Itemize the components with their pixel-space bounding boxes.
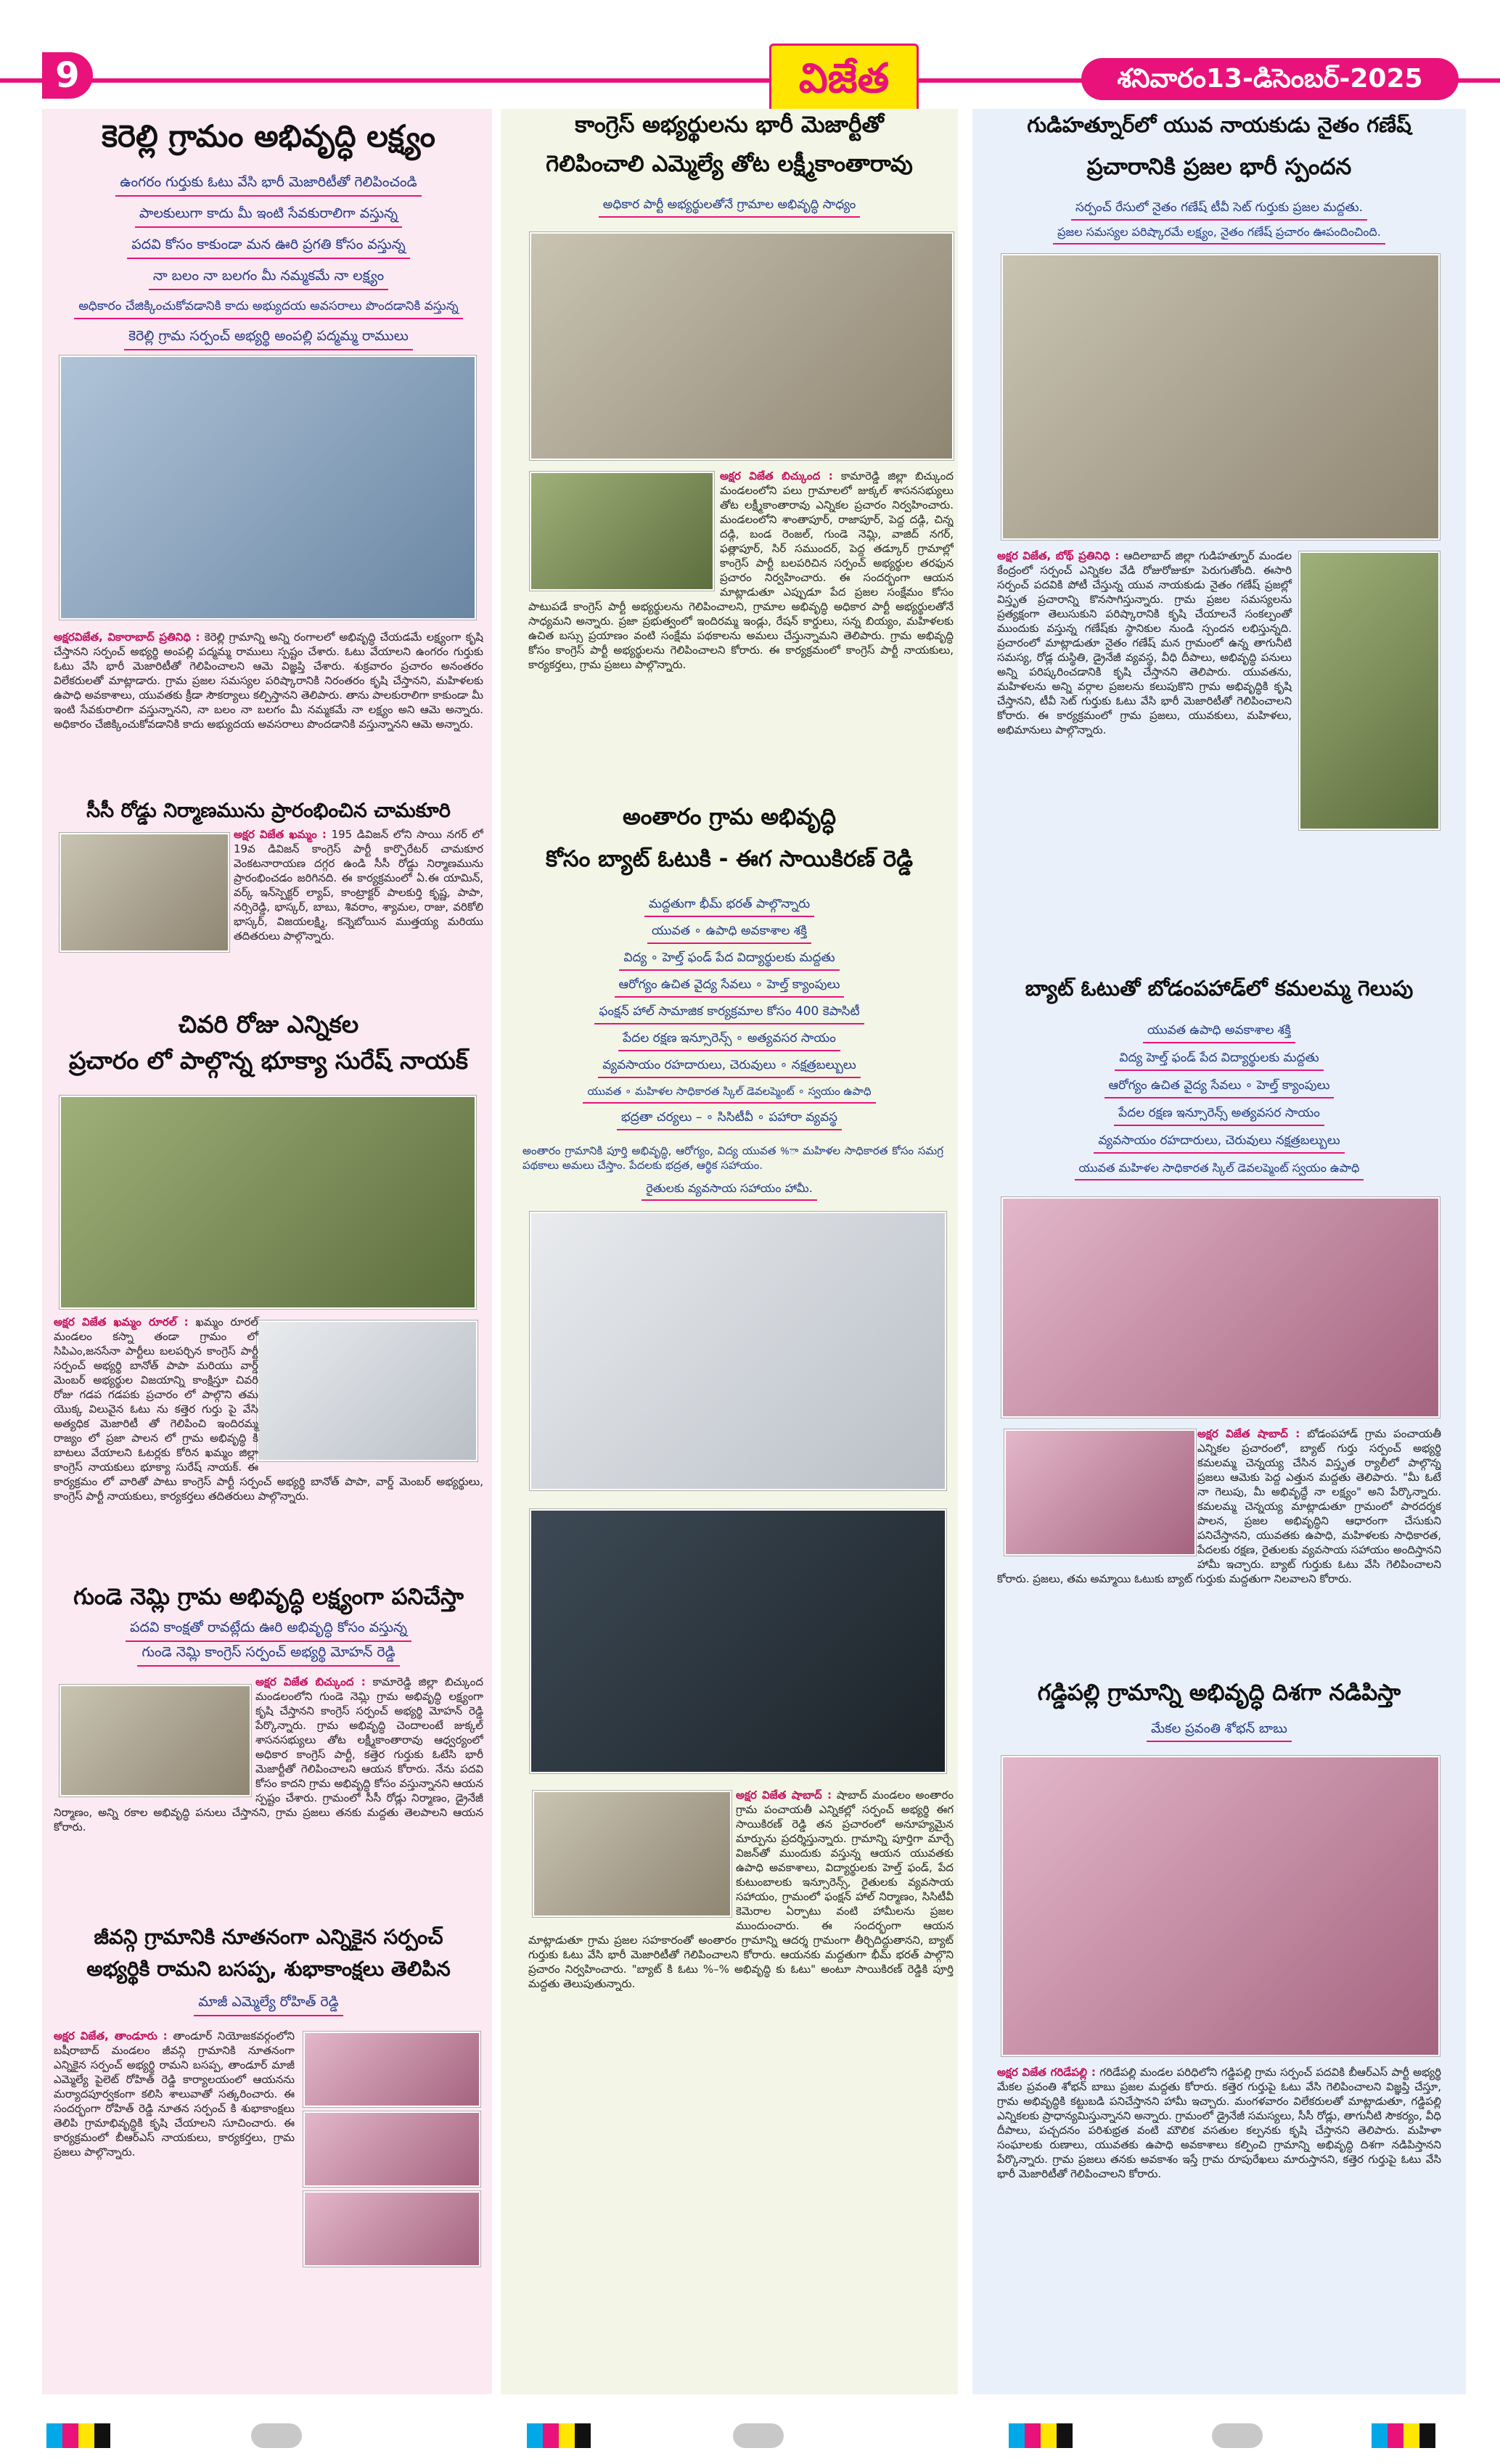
c1-a2-headline: సీసీ రోడ్డు నిర్మాణమును ప్రారంభించిన చామకూరి — [86, 800, 451, 822]
c2-a1-body: అక్షర విజేత బిచ్కుంద : కామారెడ్డి జిల్లా బిచ్కుంద మండలంలోని పలు గ్రామాలలో జుక్కల్ శాసనసభ్యులు తోట లక్ష్మీకాంతారావు ఎన్నికల ప్రచారం నిర్వహించారు. మండలంలోని శాంతాపూర్, రాజాపూర్, పెద్ద దడ్గి, చిన్న దడ్గి, బండ రెంజల్, గుండె నెమ్లి, వాజిద్ నగర్, ఫత్లాపూర్, సిర్ సముందర్, పెద్ద తడ్కూర్ గ్రామాల్లో కాంగ్రెస్ పార్టీ బలపరిచిన సర్పంచ్ అభ్యర్థుల తరఫున ప్రచారం నిర్వహించారు. ఈ సందర్భంగా ఆయన మాట్లాడుతూ ఎప్పుడూ పేద ప్రజల సంక్షేమం కోసం పాటుపడే కాంగ్రెస్ పార్టీ అభ్యర్థులను గెలిపించాలని, గ్రామాల అభివృద్ధి అధికార పార్టీ అభ్యర్థులతోనే సాధ్యమని అన్నారు. ప్రజా ప్రభుత్వంలో ఇందిరమ్మ ఇండ్లు, రేషన్ కార్డులు, సన్న బియ్యం, మహిళలకు ఉచిత బస్సు ప్రయాణం వంటి సంక్షేమ పథకాలను అమలు చేస్తున్నామని తెలిపారు. గ్రామ అభివృద్ధి కోసం కాంగ్రెస్ పార్టీ అభ్యర్థులను గెలిపించాలని కోరారు. ఈ కార్యక్రమంలో కాంగ్రెస్ పార్టీ నాయకులు, కార్యకర్తలు, గ్రామ ప్రజలు పాల్గొన్నారు. — [528, 469, 954, 671]
c2-a1-sub: అధికార పార్టీ అభ్యర్థులతోనే గ్రామాల అభివృద్ధి సాధ్యం — [508, 197, 951, 218]
c1-a1-sub-3: పదవి కోసం కాకుండా మన ఊరి ప్రగతి కోసం వస్తున్న — [51, 237, 486, 259]
c1-a1-sub-5: అధికారం చేజిక్కించుకోవడానికి కాదు అభ్యుదయ అవసరాలు పొందడానికి వస్తున్న — [51, 299, 486, 319]
c3-a3-body: అక్షర విజేత గరిడేపల్లి : గరిడేపల్లి మండల పరిధిలోని గడ్డిపల్లి గ్రామ సర్పంచ్ పదవికి బీఆర్ఎస్ పార్టీ అభ్యర్థి మేకల ప్రవంతి శోభన్ బాబు ప్రజల మద్దతు కోరారు. కత్తెర గుర్తుపై ఓటు వేసి గెలిపించాలని విజ్ఞప్తి చేస్తూ, గ్రామ అభివృద్ధికి కట్టుబడి పనిచేస్తానని హామీ ఇచ్చారు. మంగళవారం విలేకరులతో మాట్లాడుతూ, గడ్డిపల్లి ఎన్నికలకు ప్రాధాన్యమిస్తున్నానని అన్నారు. గ్రామంలో డ్రైనేజీ సమస్యలు, సీసీ రోడ్లు, తాగునీటి సౌకర్యం, వీధి దీపాలు, పచ్చదనం పరిశుభ్రత వంటి మౌలిక వసతుల కల్పనకు కృషి చేస్తానని తెలిపారు. మహిళా సంఘాలకు రుణాలు, యువతకు ఉపాధి అవకాశాలు కల్పించి గ్రామాన్ని అభివృద్ధి దిశగా నడిపిస్తానని పేర్కొన్నారు. గ్రామ ప్రజలు తనకు అవకాశం ఇస్తే గ్రామ రూపురేఖలు మారుస్తానని, కత్తెర గుర్తుపై ఓటు వేసి భారీ మెజారిటీతో గెలిపించాలని కోరారు. — [997, 2066, 1441, 2180]
c1-a1-sub-6: కెరెల్లి గ్రామ సర్పంచ్ అభ్యర్థి అంపల్లి పద్మమ్మ రాములు — [51, 328, 486, 350]
c2-a2-sub-9: భద్రతా చర్యలు – ∘ సిసిటీవీ ∘ పహారా వ్యవస్థ — [522, 1110, 936, 1130]
date-bar: శనివారం13-డిసెంబర్-2025 — [1081, 58, 1459, 100]
c1-a1-sub-4: నా బలం నా బలగం మీ నమ్మకమే నా లక్ష్యం — [51, 268, 486, 290]
c3-a2-sub-3: ఆరోగ్యం ఉచిత వైద్య సేవలు ∘ హెల్త్ క్యాంపులు — [994, 1078, 1444, 1098]
c2-a2-headline-2: కోసం బ్యాట్ ఓటుకి - ఈగ సాయికిరణ్ రెడ్డి — [545, 846, 914, 872]
c3-a2-subheads — [994, 1023, 1444, 1180]
c2-a2-sub-4: ఆరోగ్యం ఉచిత వైద్య సేవలు ∘ హెల్త్ క్యాంపులు — [522, 977, 936, 998]
c1-a5-sub: మాజీ ఎమ్మెల్యే రోహిత్ రెడ్డి — [51, 1994, 486, 2016]
c2-a2-headline-1: అంతారం గ్రామ అభివృద్ధి — [622, 804, 837, 830]
c3-a3-headline: గడ్డిపల్లి గ్రామాన్ని అభివృద్ధి దిశగా నడిపిస్తా — [1037, 1680, 1401, 1706]
c3-a2-sub-2: విద్య హెల్త్ ఫండ్ పేద విద్యార్థులకు మద్దతు — [994, 1051, 1444, 1071]
c1-a4-sub-2: గుండె నెమ్లి కాంగ్రెస్ సర్పంచ్ అభ్యర్థి మోహన్ రెడ్డి — [51, 1644, 486, 1667]
c2-a1-headline-2: గెలిపించాలి ఎమ్మెల్యే తోట లక్ష్మీకాంతారావు — [546, 151, 913, 177]
c2-a2-tagline-2: రైతులకు వ్యవసాయ సహాయం హామీ. — [508, 1181, 951, 1201]
page-number: 9 — [42, 52, 93, 99]
c2-a2-sub-7: వ్యవసాయం రహదారులు, చెరువులు ∘ నక్షత్రబల్బులు — [522, 1058, 936, 1078]
c1-a3-body: అక్షర విజేత ఖమ్మం రూరల్ : ఖమ్మం రూరల్ మండలం కస్నా తండా గ్రామం లో సిపిఎం,జనసేనా పార్టీలు బలపర్చిన కాంగ్రెస్ పార్టీ సర్పంచ్ అభ్యర్థి బానోత్ పాపా మరియు వార్డ్ మెంబర్ అభ్యర్థుల విజయాన్ని కాంక్షిస్తూ చివరి రోజు గడప గడపకు ప్రచారం లో పాల్గొని తమ యొక్క విలువైన ఓటు ను కత్తెర గుర్తు పై వేసి అత్యధిక మెజారిటీ తో గెలిపించి ఇందిరమ్మ రాజ్యం లో ప్రజా పాలన లో గ్రామ అభివృద్ధి కి బాటలు వేయాలని ఓటర్లకు కోరిన ఖమ్మం జిల్లా కాంగ్రెస్ నాయకులు భూక్యా సురేష్ నాయక్. ఈ కార్యక్రమం లో వారితో పాటు కాంగ్రెస్ పార్టీ సర్పంచ్ అభ్యర్థి బానోత్ పాపా, వార్డ్ మెంబర్ అభ్యర్థులు, కాంగ్రెస్ పార్టీ నాయకులు, కార్యకర్తలు తదితరులు పాల్గొన్నారు. — [54, 1315, 483, 1503]
c2-a2-sub-2: యువత ∘ ఉపాధి అవకాశాల శక్తి — [522, 924, 936, 944]
c3-a2-headline: బ్యాట్ ఓటుతో బోడంపహాడ్‌లో కమలమ్మ గెలుపు — [1025, 976, 1414, 1001]
c2-a2-sub-8: యువత ∘ మహిళల సాధికారత స్కిల్ డెవలప్మెంట్ ∘ స్వయం ఉపాధి — [522, 1085, 936, 1104]
registration-marks-2 — [527, 2423, 591, 2448]
c2-a2-tagline: అంతారం గ్రామానికి పూర్తి అభివృద్ధి, ఆరోగ్యం, విద్య యువత %ా మహిళల సాధికారత కోసం సమగ్ర పథకాలు అమలు చేస్తాం. పేదలకు భద్రత, ఆర్థిక సహాయం. — [522, 1144, 943, 1172]
c1-a2-body: అక్షర విజేత ఖమ్మం : 195 డివిజన్ లోని సాయి నగర్ లో 19వ డివిజన్ కాంగ్రెస్ పార్టీ కార్పొరేటర్ చామకూర వెంకటనారాయణ దగ్గర ఉండి సీసీ రోడ్డు నిర్మాణమును ప్రారంభించడం జరిగినది. ఈ కార్యక్రమంలో ఏ.ఈ యామిన్, వర్క్ ఇన్‌స్పెక్టర్ ల్యాప్, కాంట్రాక్టర్ పాలకుర్తి కృష్ణ, పాపా, నర్సిరెడ్డి, భాస్కర్, బాబు, శివరాం, శ్యామల, రాజు, వరికోలి భాస్కర్, విజయలక్ష్మి, కన్నెబోయిన ముత్తయ్య మరియు తదితరులు పాల్గొన్నారు. — [234, 828, 483, 943]
c1-a3-headline-2: ప్రచారం లో పాల్గొన్న భూక్యా సురేష్ నాయక్ — [68, 1046, 469, 1075]
registration-marks-1 — [46, 2423, 110, 2448]
c1-a1-photo — [60, 356, 476, 620]
c3-a1-headline-2: ప్రచారానికి ప్రజల భారీ స్పందన — [1086, 154, 1352, 180]
c2-a2-sub-3: విద్య ∘ హెల్త్ ఫండ్ పేద విద్యార్థులకు మద్దతు — [522, 950, 936, 971]
c1-a3-headline-1: చివరి రోజు ఎన్నికల — [178, 1010, 359, 1038]
c2-a2-photo-1 — [530, 1212, 946, 1490]
c1-a1-headline: కెరెల్లి గ్రామం అభివృద్ధి లక్ష్యం — [102, 118, 435, 154]
c3-a1-sub-2: ప్రజల సమస్యల పరిష్కారమే లక్ష్యం, నైతం గణేష్ ప్రచారం ఊపందించింది. — [980, 225, 1459, 245]
c3-a3-photo — [1001, 1756, 1440, 2056]
c3-a3-sub: మేకల ప్రవంతి శోభన్ బాబు — [980, 1721, 1459, 1742]
c2-a2-subheads — [522, 897, 936, 1130]
c1-a5-photo-2 — [303, 2111, 480, 2187]
c2-a2-sub-6: పేదల రక్షణ ఇన్సూరెన్స్ ∘ అత్యవసర సాయం — [522, 1031, 936, 1051]
masthead-logo: విజేత — [769, 44, 919, 113]
c1-a5-headline-1: జీవన్గి గ్రామానికి నూతనంగా ఎన్నికైన సర్పంచ్ — [94, 1925, 443, 1949]
c2-a2-photo-2 — [530, 1509, 946, 1773]
c3-a1-headline-1: గుడిహత్నూర్‌లో యువ నాయకుడు నైతం గణేష్ — [1027, 112, 1411, 137]
c2-a1-photo-1 — [530, 232, 954, 460]
registration-marks-3 — [1009, 2423, 1073, 2448]
c2-a2-sub-5: ఫంక్షన్ హాల్ సామాజిక కార్యక్రమాల కోసం 400 కెపాసిటీ — [522, 1004, 936, 1024]
c1-a5-headline-2: అభ్యర్థికి రామని బసప్ప, శుభాకాంక్షలు తెలిపిన — [86, 1957, 451, 1981]
c3-a2-sub-4: పేదల రక్షణ ఇన్సూరెన్స్ అత్యవసర సాయం — [994, 1106, 1444, 1126]
c3-a1-body: అక్షర విజేత, బోథ్ ప్రతినిధి : ఆదిలాబాద్ జిల్లా గుడిహత్నూర్ మండల కేంద్రంలో సర్పంచ్ ఎన్నికల వేడి రోజురోజుకూ పెరుగుతోంది. ఈసారి సర్పంచ్ పదవికి పోటీ చేస్తున్న యువ నాయకుడు నైతం గణేష్ ప్రజల్లో విస్తృత ప్రచారాన్ని కొనసాగిస్తున్నారు. గ్రామ ప్రజల సమస్యలను ప్రత్యక్షంగా తెలుసుకుని పరిష్కారానికి కృషి చేయాలనే సంకల్పంతో ముందుకు వస్తున్న గణేష్‌కు స్థానికుల నుండి స్పందన లభిస్తున్నది. ప్రచారంలో మాట్లాడుతూ నైతం గణేష్ మన గ్రామంలో ఉన్న తాగునీటి సమస్య, రోడ్ల దుస్థితి, డ్రైనేజీ వ్యవస్థ, వీధి దీపాలు, అభివృద్ధి పనులు అన్ని పరిష్కరించడానికి కృషి చేస్తానని తెలిపారు. యువతను, మహిళలను అన్ని వర్గాల ప్రజలను కలుపుకొని గ్రామ అభివృద్ధికి కృషి చేస్తానని, టీవీ సెట్ గుర్తుకు ఓటు వేసి భారీ మెజారిటీతో గెలిపించాలని కోరారు. ఈ కార్యక్రమంలో గ్రామ ప్రజలు, యువకులు, మహిళలు, అభిమానులు పాల్గొన్నారు. — [997, 549, 1292, 736]
c1-a4-sub-1: పదవి కాంక్షతో రావట్లేదు ఊరి అభివృద్ధి కోసం వస్తున్న — [51, 1619, 486, 1642]
c1-a1-sub-1: ఉంగరం గుర్తుకు ఓటు వేసి భారీ మెజారిటీతో గెలిపించండి — [51, 174, 486, 197]
c3-a2-photo-1 — [1001, 1197, 1440, 1418]
c1-a5-photo-3 — [303, 2191, 480, 2267]
registration-oval-3 — [1212, 2423, 1263, 2448]
c2-a2-body: అక్షర విజేత షాబాద్ : షాబాద్ మండలం అంతారం గ్రామ పంచాయతీ ఎన్నికల్లో సర్పంచ్ అభ్యర్థి ఈగ సాయికిరణ్ రెడ్డి తన ప్రచారంలో అనూహ్యమైన మార్పును ప్రదర్శిస్తున్నారు. గ్రామాన్ని పూర్తిగా మార్చే విజన్‌తో ముందుకు వస్తున్న ఆయన యువతకు ఉపాధి అవకాశాలు, విద్యార్థులకు హెల్త్ ఫండ్, పేద కుటుంబాలకు ఇన్సూరెన్స్, రైతులకు వ్యవసాయ సహాయం, గ్రామంలో ఫంక్షన్ హాల్ నిర్మాణం, సిసిటీవీ కెమెరాల ఏర్పాటు వంటి హామీలను ప్రజల ముందుంచారు. ఈ సందర్భంగా ఆయన మాట్లాడుతూ గ్రామ ప్రజల సహకారంతో అంతారం గ్రామాన్ని ఆదర్శ గ్రామంగా తీర్చిదిద్దుతానని, బ్యాట్ గుర్తుకు ఓటు వేసి భారీ మెజారిటీతో గెలిపించాలని కోరారు. ఆయనకు మద్దతుగా భీమ్ భరత్ పాల్గొని ప్రచారం నిర్వహించారు. "బ్యాట్ కి ఓటు %–% అభివృద్ధి కు ఓటు" అంటూ సాయికిరణ్ రెడ్డికి పూర్తి మద్దతు తెలుపుతున్నారు. — [528, 1789, 954, 1990]
c2-a1-headline-1: కాంగ్రెస్ అభ్యర్థులను భారీ మెజార్టీతో — [575, 112, 884, 138]
c1-a1-sub-2: పాలకులుగా కాదు మీ ఇంటి సేవకురాలిగా వస్తున్న — [51, 205, 486, 228]
c1-a4-body: అక్షర విజేత బిచ్కుంద : కామారెడ్డి జిల్లా బిచ్కుంద మండలంలోని గుండె నెమ్లి గ్రామ అభివృద్ధి లక్ష్యంగా కృషి చేస్తానని కాంగ్రెస్ సర్పంచ్ అభ్యర్థి మోహన్ రెడ్డి పేర్కొన్నారు. గ్రామ అభివృద్ధి చెందాలంటే జుక్కల్ శాసనసభ్యులు తోట లక్ష్మీకాంతారావు ఆధ్వర్యంలో అధికార కాంగ్రెస్ పార్టీ, కత్తెర గుర్తుకు ఓటేసి భారీ మెజార్టీతో గెలిపించాలని ఆయన కోరారు. నేను పదవి కోసం కాదని గ్రామ అభివృద్ధి కోసం వస్తున్నానని ఆయన స్పష్టం చేశారు. గ్రామంలో సీసీ రోడ్లు నిర్మాణం, డ్రైనేజీ నిర్మాణం, అన్ని రకాల అభివృద్ధి పనులు చేస్తానని, గ్రామ ప్రజలు తనకు మద్దతు తెలపాలని ఆయన కోరారు. — [54, 1675, 483, 1833]
c1-a5-body: అక్షర విజేత, తాండూరు : తాండూర్ నియోజకవర్గంలోని బషీరాబాద్ మండలం జీవన్గి గ్రామానికి నూతనంగా ఎన్నికైన సర్పంచ్ అభ్యర్థి రామని బసప్ప, తాండూర్ మాజీ ఎమ్మెల్యే పైలెట్ రోహిత్ రెడ్డి కార్యాలయంలో ఆయనను మర్యాదపూర్వకంగా కలిసి శాలువాతో సత్కరించారు. ఈ సందర్భంగా రోహిత్ రెడ్డి నూతన సర్పంచ్ కి శుభాకాంక్షలు తెలిపి గ్రామాభివృద్ధికి కృషి చేయాలని సూచించారు. ఈ కార్యక్రమంలో బీఆర్ఎస్ నాయకులు, కార్యకర్తలు, గ్రామ ప్రజలు పాల్గొన్నారు. — [54, 2029, 295, 2159]
c3-a2-sub-1: యువత ఉపాధి అవకాశాల శక్తి — [994, 1023, 1444, 1043]
c3-a2-sub-6: యువత మహిళల సాధికారత స్కిల్ డెవలప్మెంట్ స్వయం ఉపాధి — [994, 1161, 1444, 1180]
registration-oval-1 — [251, 2423, 302, 2448]
c3-a1-photo-1 — [1001, 254, 1440, 540]
registration-marks-4 — [1372, 2423, 1435, 2448]
c1-a3-photo-1 — [60, 1096, 476, 1309]
c2-a2-sub-1: మద్దతుగా భీమ్ భరత్ పాల్గొన్నారు — [522, 897, 936, 917]
c1-a5-photo-1 — [303, 2032, 480, 2107]
registration-oval-2 — [733, 2423, 784, 2448]
c1-a1-body: అక్షరవిజేత, వికారాబాద్ ప్రతినిధి : కెరెల్లి గ్రామాన్ని అన్ని రంగాలలో అభివృద్ధి చేయడమే లక్ష్యంగా కృషి చేస్తానని సర్పంచ్ అభ్యర్థి అంపల్లి పద్మమ్మ రాములు స్పష్టం చేశారు. ఓటు వేయాలని ఉంగరం గుర్తుకు ఓటు వేసి భారీ మెజారిటీతో గెలిపించాలని ఆమె విజ్ఞప్తి చేశారు. శుక్రవారం ప్రచారం అనంతరం విలేకరులతో మాట్లాడారు. గ్రామ ప్రజల సమస్యల పరిష్కారానికి నిరంతరం కృషి చేస్తానని, మహిళలకు ఉపాధి అవకాశాలు, యువతకు క్రీడా సౌకర్యాలు కల్పిస్తానని తెలిపారు. తాను పాలకురాలిగా కాకుండా మీ ఇంటి సేవకురాలిగా వస్తున్నానని, నా బలం నా బలగం మీ నమ్మకమే నా లక్ష్యం అని ఆమె అన్నారు. అధికారం చేజిక్కించుకోవడానికి కాదు అభ్యుదయ అవసరాలు పొందడానికి వస్తున్నానని ఆమె అన్నారు. — [54, 631, 483, 731]
c1-a1-subheads — [51, 174, 486, 350]
c1-a4-headline: గుండె నెమ్లి గ్రామ అభివృద్ధి లక్ష్యంగా పనిచేస్తా — [73, 1584, 464, 1610]
c3-a2-body: అక్షర విజేత షాబాద్ : బోడంపహాడ్ గ్రామ పంచాయతీ ఎన్నికల ప్రచారంలో, బ్యాట్ గుర్తు సర్పంచ్ అభ్యర్థి కమలమ్మ చెన్నయ్య చేసిన విస్తృత ర్యాలీలో పాల్గొన్న ప్రజలు ఆమెకు పెద్ద ఎత్తున మద్దతు తెలిపారు. "మీ ఓటే నా గెలుపు, మీ అభివృద్ధే నా లక్ష్యం" అని పేర్కొన్నారు. కమలమ్మ చెన్నయ్య మాట్లాడుతూ గ్రామంలో పారదర్శక పాలన, ప్రజల అభివృద్ధిని ఆధారంగా చేసుకుని పనిచేస్తానని, యువతకు ఉపాధి, మహిళలకు సాధికారత, పేదలకు రక్షణ, రైతులకు వ్యవసాయ సహాయం అందిస్తానని హామీ ఇచ్చారు. బ్యాట్ గుర్తుకు ఓటు వేసి గెలిపించాలని కోరారు. ప్రజలు, తమ అమ్మాయి ఓటుకు బ్యాట్ గుర్తుకు మద్దతుగా నిలవాలని కోరారు. — [997, 1427, 1441, 1585]
c3-a1-sub-1: సర్పంచ్ రేసులో నైతం గణేష్ టీవీ సెట్ గుర్తుకు ప్రజల మద్దతు. — [980, 200, 1459, 221]
c3-a2-sub-5: వ్యవసాయం రహదారులు, చెరువులు నక్షత్రబల్బులు — [994, 1133, 1444, 1154]
